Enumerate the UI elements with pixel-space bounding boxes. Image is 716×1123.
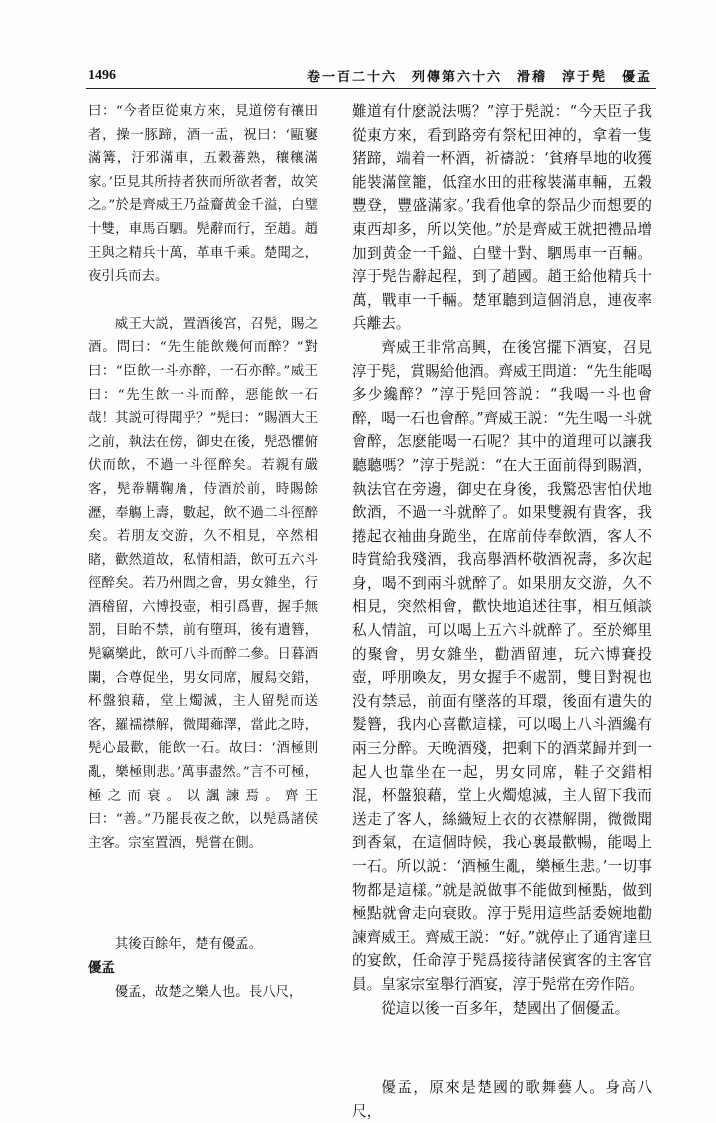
section-heading: 優孟 <box>88 961 115 976</box>
classical-text-column <box>88 100 318 1004</box>
classical-paragraph-1: 曰：“今者臣從東方來，見道傍有禳田者，操一豚蹄，酒一盂，祝曰：‘甌窶滿篝，汙邪滿車，五穀蕃熟，穰穰滿家。’臣見其所持者狹而所欲者奢，故笑之。”於是齊威王乃益齎黄金千溢，白璧十雙，車馬百駟。髡辭而行，至趙。趙王與之精兵十萬，革車千乘。楚聞之，夜引兵而去。 <box>88 104 318 285</box>
translation-paragraph-2: 齊威王非常高興，在後宮擺下酒宴，召見淳于髡，賞賜給他酒。齊威王問道：“先生能喝多少纔醉？”淳于髡回答説：“我喝一斗也會醉，喝一石也會醉。”齊威王説：“先生喝一斗就會醉，怎麽能喝一石呢？其中的道理可以讓我聽聽嗎？”淳于髡説：“在大王面前得到賜酒，執法官在旁邊，御史在身後，我驚恐害怕伏地飲酒，不過一斗就醉了。如果雙親有貴客，我捲起衣袖曲身跪坐，在席前侍奉飲酒，客人不時賞給我殘酒，我高舉酒杯敬酒祝壽，多次起身，喝不到兩斗就醉了。如果朋友交游，久不相見，突然相會，歡快地追述往事，相互傾談私人情誼，可以喝上五六斗就醉了。至於鄉里的聚會，男女雜坐，勸酒留連，玩六博賽投壺，呼朋喚友，男女握手不處罰，雙目對視也没有禁忌，前面有墜落的耳環，後面有遺失的髮簪，我内心喜歡這樣，可以喝上八斗酒纔有兩三分醉。天晚酒殘，把剩下的酒菜歸并到一起人也靠坐在一起，男女同席，鞋子交錯相混，杯盤狼藉，堂上火燭熄滅，主人留下我而送走了客人，絲織短上衣的衣襟解開，微微聞到香氣，在這個時候，我心裏最歡暢，能喝上一石。所以説：‘酒極生亂，樂極生悲。’一切事物都是這樣。”就是説做事不能做到極點，做到極點就會走向衰敗。淳于髡用這些話委婉地勸諫齊威王。齊威王説：“好。”就停止了通宵達旦的宴飲，任命淳于髡爲接待諸侯賓客的主客官員。皇家宗室舉行酒宴，淳于髡常在旁作陪。 <box>352 338 652 993</box>
classical-paragraph-4: 優孟，故楚之樂人也。長八尺， <box>114 984 303 1000</box>
page-number: 1496 <box>88 68 116 83</box>
translation-paragraph-1: 難道有什麽説法嗎？”淳于髡説：“今天臣子我從東方來，看到路旁有祭杞田神的，拿着一隻猪蹄，端着一杯酒，祈禱説：‘貧瘠旱地的收獲能裝滿筐籠，低窪水田的莊稼裝滿車輛，五穀豐登，豐盛滿家。’我看他拿的祭品少而想要的東西却多，所以笑他。”於是齊威王就把禮品增加到黄金一千鎰、白璧十對、駟馬車一百輛。淳于髡告辭起程，到了趙國。趙王給他精兵十萬，戰車一千輛。楚軍聽到這個消息，連夜率兵離去。 <box>352 103 652 333</box>
translation-column <box>352 100 652 1123</box>
page-header <box>86 60 656 89</box>
translation-paragraph-4: 優孟，原來是楚國的歌舞藝人。身高八尺， <box>352 1079 652 1120</box>
running-title: 卷一百二十六 列傳第六十六 滑稽 淳于髡 優孟 <box>306 70 652 85</box>
classical-paragraph-2: 威王大説，置酒後宮，召髡，賜之酒。問曰：“先生能飲幾何而醉？”對曰：“臣飲一斗亦醉，一石亦醉。”威王曰：“先生飲一斗而醉，惡能飲一石哉！其説可得聞乎？”髡曰：“賜酒大王之前，執法在傍，御史在後，髡恐懼俯伏而飲，不過一斗徑醉矣。若親有嚴客，髡帣鞲鞠𦙍，侍酒於前，時賜餘瀝，奉觴上壽，數起，飲不過二斗徑醉矣。若朋友交游，久不相見，卒然相睹，歡然道故，私情相語，飲可五六斗徑醉矣。若乃州閭之會，男女雜坐，行酒稽留，六博投壺，相引爲曹，握手無罰，目眙不禁，前有墮珥，後有遺簪，髡竊樂此，飲可八斗而醉二參。日暮酒闌，合尊促坐，男女同席，履舄交錯，杯盤狼藉，堂上燭滅，主人留髡而送客，羅襦襟解，微聞薌澤，當此之時，髡心最歡，能飲一石。故曰：‘酒極則亂，樂極則悲。’萬事盡然。”言不可極，極之而衰。以諷諫焉。齊王曰：“善。”乃罷長夜之飲，以髡爲諸侯主客。宗室置酒，髡嘗在側。 <box>88 316 318 851</box>
classical-paragraph-3: 其後百餘年，楚有優孟。 <box>114 937 263 953</box>
translation-paragraph-3: 從這以後一百多年，楚國出了個優孟。 <box>381 999 630 1017</box>
